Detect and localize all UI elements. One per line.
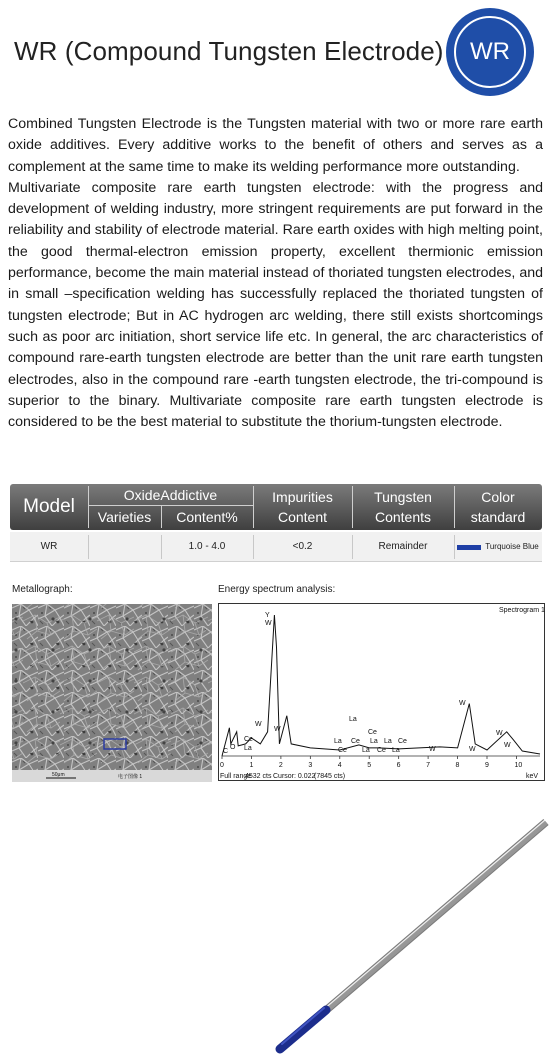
peak-label-y: Y bbox=[265, 612, 270, 619]
peak-label-la-6: La bbox=[392, 747, 400, 754]
peak-label-ce-2: Ce bbox=[351, 738, 360, 745]
spectrum-title: Spectrogram 1 bbox=[499, 607, 545, 614]
cell-tungsten: Remainder bbox=[378, 541, 428, 552]
x-tick-label: 0 bbox=[220, 762, 224, 769]
peak-label-w-4: W bbox=[459, 700, 466, 707]
peak-label-w-7: W bbox=[504, 742, 511, 749]
wr-badge bbox=[446, 8, 534, 96]
peak-label-w-5: W bbox=[469, 746, 476, 753]
cursor-counts-label: (7845 cts) bbox=[314, 773, 346, 780]
metallograph-image bbox=[12, 604, 212, 782]
rod-highlight bbox=[323, 820, 545, 1010]
cell-content: 1.0 - 4.0 bbox=[188, 541, 226, 552]
spec-table bbox=[10, 484, 542, 562]
header-color-line2: standard bbox=[470, 509, 526, 525]
page-header bbox=[0, 0, 550, 100]
grain-layer-overlay bbox=[12, 604, 212, 770]
x-tick-label: 4 bbox=[337, 762, 342, 769]
header-content: Content% bbox=[176, 509, 238, 525]
x-tick-label: 7 bbox=[426, 762, 431, 769]
header-tungsten-line2: Contents bbox=[374, 509, 432, 525]
metallograph-svg bbox=[12, 604, 212, 782]
peak-label-ce-low: Ce bbox=[244, 736, 253, 743]
x-tick-label: 10 bbox=[514, 762, 523, 769]
rod-body bbox=[324, 822, 546, 1012]
scale-label: 50μm bbox=[52, 772, 65, 778]
unit-label: keV bbox=[526, 773, 539, 780]
cell-model: WR bbox=[40, 541, 58, 552]
peak-label-la-1: La bbox=[349, 716, 357, 723]
peak-label-ce-3: Ce bbox=[398, 738, 407, 745]
page-title: WR (Compound Tungsten Electrode) bbox=[14, 36, 444, 66]
x-tick-label: 9 bbox=[485, 762, 489, 769]
product-description bbox=[8, 114, 543, 433]
x-tick-label: 2 bbox=[278, 762, 283, 769]
spectrum-caption: Energy spectrum analysis: bbox=[218, 584, 336, 595]
description-paragraph-2: Multivariate composite rare earth tungsten electrode: with the progress and development of welding industry, more stringent requirements are put forward in the reliability and stability of electrode material. Rare earth oxides with high melting point, the good thermal-electron emission property, excellent thermionic emission performance, become the main material instead of thoriated tungsten electrodes, and in small –specification welding has successfully replaced the thoriated tungsten of tungsten electrode; But in AC hydrogen arc welding, there still exists shortcomings such as poor arc initiation, short service life etc. In general, the arc characteristics of compound rare-earth tungsten electrode are better than the unit rare earth tungsten electrodes, also in the compound rare -earth tungsten electrode, the tri-compound is superior to the binary. Multivariate composite rare earth tungsten electrode is considered to be the best material to substitute the thorium-tungsten electrode. bbox=[8, 179, 543, 431]
peak-label-la-3: La bbox=[370, 738, 378, 745]
cell-impurities: <0.2 bbox=[292, 541, 313, 552]
full-range-label: Full range bbox=[220, 773, 252, 780]
peak-label-c: C bbox=[223, 748, 229, 755]
peak-label-la-low: La bbox=[244, 745, 252, 752]
metallograph-caption: Metallograph: bbox=[12, 584, 73, 595]
header-color-line1: Color bbox=[481, 489, 515, 505]
header-impurities-line2: Content bbox=[277, 509, 328, 525]
peak-label-ce-4: Ce bbox=[338, 747, 347, 754]
peak-label-w-3: W bbox=[429, 746, 436, 753]
peak-label-ce-5: Ce bbox=[377, 747, 386, 754]
table-row bbox=[10, 532, 542, 562]
counts-label: 4532 cts bbox=[245, 773, 272, 780]
header-varieties: Varieties bbox=[97, 509, 152, 525]
peak-label-w-m: W bbox=[255, 721, 262, 728]
header-oxide-additive: OxideAddictive bbox=[123, 487, 218, 503]
x-tick-label: 1 bbox=[249, 762, 254, 769]
peak-label-ce-1: Ce bbox=[368, 729, 377, 736]
color-swatch bbox=[457, 545, 481, 550]
spectrum-chart bbox=[218, 603, 545, 781]
peak-label-w-6: W bbox=[496, 730, 503, 737]
badge-text: WR bbox=[470, 38, 510, 65]
x-tick-label: 8 bbox=[455, 762, 460, 769]
header-model: Model bbox=[23, 496, 75, 517]
cell-varieties bbox=[88, 532, 161, 562]
peak-label-la-4: La bbox=[384, 738, 392, 745]
x-tick-label: 5 bbox=[367, 762, 372, 769]
electrode-rod-image bbox=[262, 808, 550, 1054]
micro-info-bar bbox=[12, 770, 212, 782]
x-tick-label: 6 bbox=[396, 762, 401, 769]
peak-label-la-2: La bbox=[334, 738, 342, 745]
rod-tip-blue bbox=[280, 1010, 326, 1049]
color-label: Turquoise Blue bbox=[485, 542, 539, 551]
x-tick-label: 3 bbox=[308, 762, 313, 769]
peak-label-o: O bbox=[230, 744, 236, 751]
description-paragraph-1: Combined Tungsten Electrode is the Tungsten material with two or more rare earth oxide additives. Every additive works to the benefit of others and serves as a complement at the same time to make its welding performance more outstanding. bbox=[8, 116, 543, 175]
cell-color-standard bbox=[454, 532, 542, 562]
peak-label-w-2: W bbox=[274, 726, 281, 733]
rod-tip-highlight bbox=[282, 1008, 324, 1044]
spec-table-header bbox=[10, 484, 542, 530]
spectrum-svg bbox=[218, 603, 545, 781]
peak-label-la-5: La bbox=[362, 747, 370, 754]
cursor-label: Cursor: 0.022 bbox=[273, 773, 316, 780]
peak-label-w-main: W bbox=[265, 620, 272, 627]
header-impurities-line1: Impurities bbox=[272, 489, 333, 505]
image-label: 电子图像 1 bbox=[118, 774, 143, 780]
header-tungsten-line1: Tungsten bbox=[374, 489, 432, 505]
rod-svg bbox=[262, 808, 550, 1054]
